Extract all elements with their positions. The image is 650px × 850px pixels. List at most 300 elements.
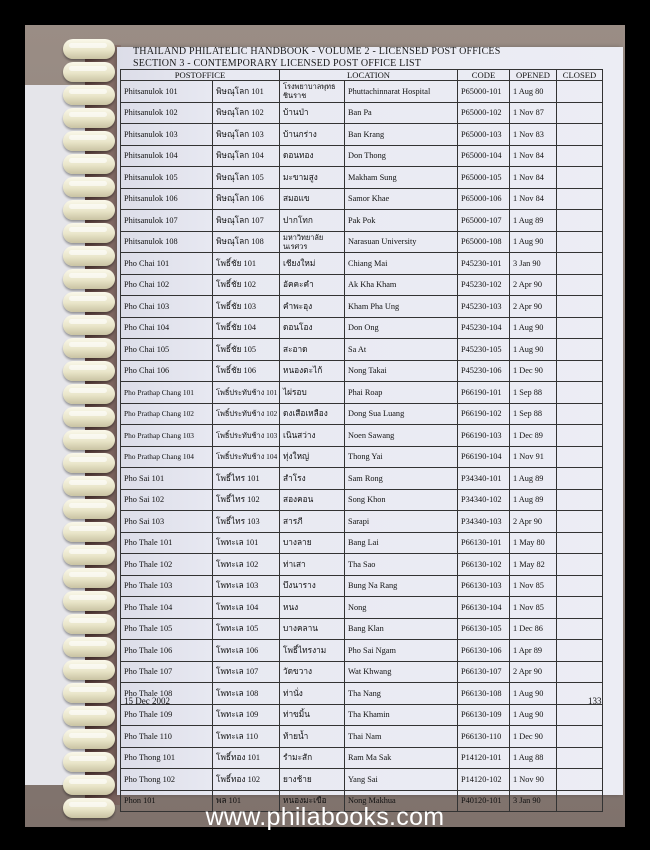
table-header-row	[121, 70, 603, 81]
location-english: Nong	[345, 597, 458, 619]
closed-cell	[557, 167, 603, 189]
table-row	[121, 683, 603, 705]
closed-cell	[557, 575, 603, 597]
code-cell: P45230-104	[458, 317, 510, 339]
binding-coil	[63, 62, 115, 82]
opened-cell: 1 Nov 85	[510, 575, 557, 597]
postoffice-thai: โพธิ์ไทร 101	[213, 468, 280, 490]
opened-cell: 1 Dec 86	[510, 618, 557, 640]
location-thai: ท่าเสา	[280, 554, 345, 576]
location-thai: ทุ่งใหญ่	[280, 446, 345, 468]
page-number: 133	[588, 696, 602, 706]
postoffice-english: Pho Prathap Chang 104	[121, 446, 213, 468]
postoffice-thai: โพธิ์ชัย 103	[213, 296, 280, 318]
binding-coil	[63, 660, 115, 680]
postoffice-thai: โพธิ์ชัย 104	[213, 317, 280, 339]
binding-coil	[63, 200, 115, 220]
table-row	[121, 425, 603, 447]
opened-cell: 1 Aug 89	[510, 489, 557, 511]
location-english: Wat Khwang	[345, 661, 458, 683]
closed-header: CLOSED	[557, 70, 603, 81]
postoffice-thai: โพธิ์ประทับช้าง 103	[213, 425, 280, 447]
opened-cell: 1 Nov 84	[510, 188, 557, 210]
watermark: www.philabooks.com	[205, 803, 445, 831]
closed-cell	[557, 597, 603, 619]
code-cell: P66130-102	[458, 554, 510, 576]
location-english: Ak Kha Kham	[345, 274, 458, 296]
location-thai: เชียงใหม่	[280, 253, 345, 275]
table-row	[121, 188, 603, 210]
location-english: Don Thong	[345, 145, 458, 167]
binding-coil	[63, 292, 115, 312]
code-cell: P66190-103	[458, 425, 510, 447]
location-thai: ท่านั่ง	[280, 683, 345, 705]
closed-cell	[557, 360, 603, 382]
code-cell: P66130-110	[458, 726, 510, 748]
postoffice-english: Pho Sai 102	[121, 489, 213, 511]
opened-cell: 3 Jan 90	[510, 790, 557, 812]
location-english: Ram Ma Sak	[345, 747, 458, 769]
closed-cell	[557, 640, 603, 662]
location-english: Sam Rong	[345, 468, 458, 490]
footer-date: 15 Dec 2002	[124, 696, 170, 706]
code-cell: P65000-102	[458, 102, 510, 124]
location-english: Dong Sua Luang	[345, 403, 458, 425]
postoffice-english: Pho Thale 105	[121, 618, 213, 640]
location-english: Thai Nam	[345, 726, 458, 748]
postoffice-english: Pho Chai 103	[121, 296, 213, 318]
location-thai: หนองมะเขือ	[280, 790, 345, 812]
closed-cell	[557, 618, 603, 640]
table-row	[121, 575, 603, 597]
postoffice-english: Pho Chai 101	[121, 253, 213, 275]
binding-coil	[63, 706, 115, 726]
location-english: Noen Sawang	[345, 425, 458, 447]
opened-cell: 1 Nov 84	[510, 167, 557, 189]
binding-coil	[63, 430, 115, 450]
opened-cell: 1 Aug 90	[510, 704, 557, 726]
location-thai: บางลาย	[280, 532, 345, 554]
location-thai: สำโรง	[280, 468, 345, 490]
binding-coil	[63, 522, 115, 542]
closed-cell	[557, 661, 603, 683]
location-english: Bang Lai	[345, 532, 458, 554]
location-thai: ปากโทก	[280, 210, 345, 232]
postoffice-english: Pho Chai 102	[121, 274, 213, 296]
opened-cell: 1 Aug 90	[510, 339, 557, 361]
code-cell: P65000-107	[458, 210, 510, 232]
binding-coil	[63, 338, 115, 358]
location-thai: สะอาด	[280, 339, 345, 361]
table-row	[121, 145, 603, 167]
postoffice-thai: พิษณุโลก 107	[213, 210, 280, 232]
table-row	[121, 274, 603, 296]
postoffice-thai: โพทะเล 106	[213, 640, 280, 662]
postoffice-thai: โพทะเล 104	[213, 597, 280, 619]
code-cell: P66130-101	[458, 532, 510, 554]
code-cell: P66130-109	[458, 704, 510, 726]
opened-cell: 2 Apr 90	[510, 274, 557, 296]
code-cell: P34340-101	[458, 468, 510, 490]
closed-cell	[557, 554, 603, 576]
binding-coil	[63, 407, 115, 427]
binding-coil	[63, 85, 115, 105]
code-cell: P66130-103	[458, 575, 510, 597]
location-thai: บ้านป่า	[280, 102, 345, 124]
location-english: Bang Klan	[345, 618, 458, 640]
postoffice-thai: พล 101	[213, 790, 280, 812]
closed-cell	[557, 747, 603, 769]
page-header: THAILAND PHILATELIC HANDBOOK - VOLUME 2 - LICENSED POST OFFICES	[133, 46, 501, 57]
postoffice-english: Pho Thale 106	[121, 640, 213, 662]
table-row	[121, 661, 603, 683]
location-thai: ท้ายน้ำ	[280, 726, 345, 748]
location-english: Nong Takai	[345, 360, 458, 382]
binding-coil	[63, 729, 115, 749]
code-cell: P65000-104	[458, 145, 510, 167]
table-row	[121, 726, 603, 748]
postoffice-english: Pho Prathap Chang 102	[121, 403, 213, 425]
closed-cell	[557, 532, 603, 554]
opened-cell: 2 Apr 90	[510, 296, 557, 318]
opened-cell: 1 Aug 90	[510, 231, 557, 253]
postoffice-thai: พิษณุโลก 101	[213, 81, 280, 103]
postoffice-english: Pho Thale 108	[121, 683, 213, 705]
table-row	[121, 339, 603, 361]
opened-cell: 1 Dec 90	[510, 360, 557, 382]
opened-cell: 1 Nov 91	[510, 446, 557, 468]
closed-cell	[557, 511, 603, 533]
postoffice-header: POSTOFFICE	[121, 70, 280, 81]
postoffice-english: Pho Thale 110	[121, 726, 213, 748]
binding-coil	[63, 775, 115, 795]
location-english: Pho Sai Ngam	[345, 640, 458, 662]
location-header: LOCATION	[280, 70, 458, 81]
postoffice-thai: โพธิ์ประทับช้าง 102	[213, 403, 280, 425]
table-row	[121, 231, 603, 253]
closed-cell	[557, 124, 603, 146]
closed-cell	[557, 769, 603, 791]
location-thai: ไผ่รอบ	[280, 382, 345, 404]
postoffice-english: Pho Thong 101	[121, 747, 213, 769]
location-english: Yang Sai	[345, 769, 458, 791]
opened-cell: 1 Nov 90	[510, 769, 557, 791]
location-thai: ดอนโอง	[280, 317, 345, 339]
postoffice-english: Pho Thong 102	[121, 769, 213, 791]
postoffice-thai: พิษณุโลก 104	[213, 145, 280, 167]
postoffice-thai: โพทะเล 105	[213, 618, 280, 640]
binding-coil	[63, 246, 115, 266]
closed-cell	[557, 403, 603, 425]
opened-cell: 1 Nov 84	[510, 145, 557, 167]
postoffice-english: Pho Thale 107	[121, 661, 213, 683]
opened-cell: 1 Aug 90	[510, 317, 557, 339]
closed-cell	[557, 145, 603, 167]
binding-coil	[63, 108, 115, 128]
postoffice-english: Pho Chai 105	[121, 339, 213, 361]
opened-cell: 1 May 80	[510, 532, 557, 554]
postoffice-english: Pho Thale 102	[121, 554, 213, 576]
postoffice-thai: โพธิ์ทอง 101	[213, 747, 280, 769]
opened-cell: 1 Aug 89	[510, 210, 557, 232]
location-english: Samor Khae	[345, 188, 458, 210]
code-cell: P66130-105	[458, 618, 510, 640]
closed-cell	[557, 296, 603, 318]
opened-cell: 1 Nov 87	[510, 102, 557, 124]
location-thai: หนง	[280, 597, 345, 619]
postoffice-english: Phitsanulok 105	[121, 167, 213, 189]
binding-coil	[63, 361, 115, 381]
location-english: Tha Nang	[345, 683, 458, 705]
location-thai: บึงนาราง	[280, 575, 345, 597]
opened-cell: 2 Apr 90	[510, 511, 557, 533]
postoffice-english: Pho Sai 103	[121, 511, 213, 533]
binding-coil	[63, 223, 115, 243]
location-english: Pak Pok	[345, 210, 458, 232]
postoffice-english: Phitsanulok 103	[121, 124, 213, 146]
location-thai: โพธิ์ไทรงาม	[280, 640, 345, 662]
table-row	[121, 618, 603, 640]
closed-cell	[557, 317, 603, 339]
binding-coil	[63, 154, 115, 174]
table-row	[121, 747, 603, 769]
table-row	[121, 769, 603, 791]
binding-coil	[63, 453, 115, 473]
opened-cell: 1 Apr 89	[510, 640, 557, 662]
postoffice-english: Pho Thale 101	[121, 532, 213, 554]
location-thai: ยางช้าย	[280, 769, 345, 791]
code-cell: P65000-106	[458, 188, 510, 210]
code-cell: P34340-102	[458, 489, 510, 511]
location-english: Chiang Mai	[345, 253, 458, 275]
location-thai: มหาวิทยาลัยนเรศวร	[280, 231, 345, 253]
code-cell: P66130-107	[458, 661, 510, 683]
location-english: Bung Na Rang	[345, 575, 458, 597]
table-row	[121, 81, 603, 103]
postoffice-english: Pho Prathap Chang 103	[121, 425, 213, 447]
table-row	[121, 511, 603, 533]
location-thai: สองคอน	[280, 489, 345, 511]
location-thai: ดงเสือเหลือง	[280, 403, 345, 425]
closed-cell	[557, 382, 603, 404]
postoffice-english: Phitsanulok 102	[121, 102, 213, 124]
table-row	[121, 640, 603, 662]
postoffice-english: Phitsanulok 108	[121, 231, 213, 253]
postoffice-thai: โพทะเล 108	[213, 683, 280, 705]
table-row	[121, 403, 603, 425]
table-row	[121, 317, 603, 339]
code-cell: P65000-101	[458, 81, 510, 103]
code-header: CODE	[458, 70, 510, 81]
postoffice-thai: โพทะเล 102	[213, 554, 280, 576]
table-row	[121, 210, 603, 232]
binding-coil	[63, 752, 115, 772]
code-cell: P34340-103	[458, 511, 510, 533]
location-thai: ดอนทอง	[280, 145, 345, 167]
location-english: Sa At	[345, 339, 458, 361]
opened-cell: 1 Sep 88	[510, 403, 557, 425]
table-row	[121, 253, 603, 275]
table-row	[121, 532, 603, 554]
postoffice-thai: โพทะเล 101	[213, 532, 280, 554]
postoffice-english: Phitsanulok 106	[121, 188, 213, 210]
postoffice-thai: โพธิ์ประทับช้าง 101	[213, 382, 280, 404]
binding-coil	[63, 131, 115, 151]
location-english: Tha Sao	[345, 554, 458, 576]
postoffice-thai: พิษณุโลก 105	[213, 167, 280, 189]
opened-cell: 1 Aug 90	[510, 683, 557, 705]
closed-cell	[557, 339, 603, 361]
opened-cell: 2 Apr 90	[510, 661, 557, 683]
postoffice-english: Phitsanulok 107	[121, 210, 213, 232]
code-cell: P66130-106	[458, 640, 510, 662]
table-row	[121, 296, 603, 318]
binding-coil	[63, 614, 115, 634]
binding-coil	[63, 591, 115, 611]
opened-cell: 1 Aug 80	[510, 81, 557, 103]
opened-cell: 1 Aug 88	[510, 747, 557, 769]
location-english: Phuttachinnarat Hospital	[345, 81, 458, 103]
location-thai: อัคคะคำ	[280, 274, 345, 296]
postoffice-thai: พิษณุโลก 102	[213, 102, 280, 124]
location-thai: มะขามสูง	[280, 167, 345, 189]
opened-cell: 1 Aug 89	[510, 468, 557, 490]
postoffice-thai: โพธิ์ไทร 102	[213, 489, 280, 511]
location-english: Phai Roap	[345, 382, 458, 404]
post-office-table	[120, 69, 603, 812]
location-english: Don Ong	[345, 317, 458, 339]
binding-coil	[63, 39, 115, 59]
table-row	[121, 124, 603, 146]
postoffice-thai: พิษณุโลก 108	[213, 231, 280, 253]
code-cell: P45230-103	[458, 296, 510, 318]
table-row	[121, 360, 603, 382]
binding-coil	[63, 476, 115, 496]
code-cell: P40120-101	[458, 790, 510, 812]
postoffice-english: Pho Chai 106	[121, 360, 213, 382]
code-cell: P45230-106	[458, 360, 510, 382]
location-thai: วัดขวาง	[280, 661, 345, 683]
closed-cell	[557, 274, 603, 296]
location-english: Kham Pha Ung	[345, 296, 458, 318]
table-row	[121, 102, 603, 124]
postoffice-thai: โพทะเล 107	[213, 661, 280, 683]
postoffice-thai: โพทะเล 103	[213, 575, 280, 597]
location-thai: โรงพยาบาลพุทธชินราช	[280, 81, 345, 103]
table-row	[121, 468, 603, 490]
closed-cell	[557, 81, 603, 103]
binding-coil	[63, 499, 115, 519]
location-thai: ท่าขมิ้น	[280, 704, 345, 726]
postoffice-thai: โพธิ์ชัย 102	[213, 274, 280, 296]
closed-cell	[557, 489, 603, 511]
code-cell: P14120-102	[458, 769, 510, 791]
binding-coil	[63, 637, 115, 657]
location-english: Makham Sung	[345, 167, 458, 189]
opened-cell: 1 May 82	[510, 554, 557, 576]
postoffice-thai: โพทะเล 110	[213, 726, 280, 748]
location-thai: สมอแข	[280, 188, 345, 210]
opened-cell: 1 Sep 88	[510, 382, 557, 404]
location-english: Narasuan University	[345, 231, 458, 253]
closed-cell	[557, 210, 603, 232]
postoffice-english: Phon 101	[121, 790, 213, 812]
closed-cell	[557, 102, 603, 124]
code-cell: P45230-102	[458, 274, 510, 296]
closed-cell	[557, 188, 603, 210]
closed-cell	[557, 726, 603, 748]
postoffice-thai: โพทะเล 109	[213, 704, 280, 726]
binding-coil	[63, 683, 115, 703]
location-english: Sarapi	[345, 511, 458, 533]
binding-coil	[63, 568, 115, 588]
postoffice-thai: โพธิ์ชัย 105	[213, 339, 280, 361]
location-english: Nong Makhua	[345, 790, 458, 812]
closed-cell	[557, 231, 603, 253]
code-cell: P14120-101	[458, 747, 510, 769]
code-cell: P45230-101	[458, 253, 510, 275]
postoffice-thai: โพธิ์ประทับช้าง 104	[213, 446, 280, 468]
postoffice-thai: โพธิ์ชัย 106	[213, 360, 280, 382]
opened-header: OPENED	[510, 70, 557, 81]
postoffice-english: Pho Thale 104	[121, 597, 213, 619]
table-row	[121, 554, 603, 576]
code-cell: P66190-101	[458, 382, 510, 404]
code-cell: P45230-105	[458, 339, 510, 361]
binding-coil	[63, 315, 115, 335]
table-row	[121, 489, 603, 511]
location-thai: เนินสว่าง	[280, 425, 345, 447]
postoffice-english: Pho Sai 101	[121, 468, 213, 490]
opened-cell: 1 Dec 90	[510, 726, 557, 748]
location-english: Tha Khamin	[345, 704, 458, 726]
postoffice-thai: พิษณุโลก 103	[213, 124, 280, 146]
location-english: Ban Krang	[345, 124, 458, 146]
table-row	[121, 597, 603, 619]
table-row	[121, 167, 603, 189]
binding-coil	[63, 545, 115, 565]
code-cell: P66190-102	[458, 403, 510, 425]
section-title: SECTION 3 - CONTEMPORARY LICENSED POST OFFICE LIST	[133, 58, 422, 69]
code-cell: P65000-105	[458, 167, 510, 189]
postoffice-english: Pho Thale 109	[121, 704, 213, 726]
table-row	[121, 382, 603, 404]
binding-coil	[63, 384, 115, 404]
table-body	[121, 81, 603, 812]
code-cell: P66130-108	[458, 683, 510, 705]
closed-cell	[557, 446, 603, 468]
postoffice-english: Phitsanulok 101	[121, 81, 213, 103]
postoffice-english: Phitsanulok 104	[121, 145, 213, 167]
closed-cell	[557, 704, 603, 726]
opened-cell: 1 Nov 85	[510, 597, 557, 619]
postoffice-thai: โพธิ์ไทร 103	[213, 511, 280, 533]
table-row	[121, 446, 603, 468]
binding-coil	[63, 177, 115, 197]
code-cell: P66190-104	[458, 446, 510, 468]
closed-cell	[557, 253, 603, 275]
opened-cell: 1 Nov 83	[510, 124, 557, 146]
postoffice-thai: โพธิ์ทอง 102	[213, 769, 280, 791]
location-english: Thong Yai	[345, 446, 458, 468]
closed-cell	[557, 425, 603, 447]
opened-cell: 3 Jan 90	[510, 253, 557, 275]
code-cell: P66130-104	[458, 597, 510, 619]
closed-cell	[557, 468, 603, 490]
location-english: Ban Pa	[345, 102, 458, 124]
postoffice-thai: พิษณุโลก 106	[213, 188, 280, 210]
code-cell: P65000-103	[458, 124, 510, 146]
